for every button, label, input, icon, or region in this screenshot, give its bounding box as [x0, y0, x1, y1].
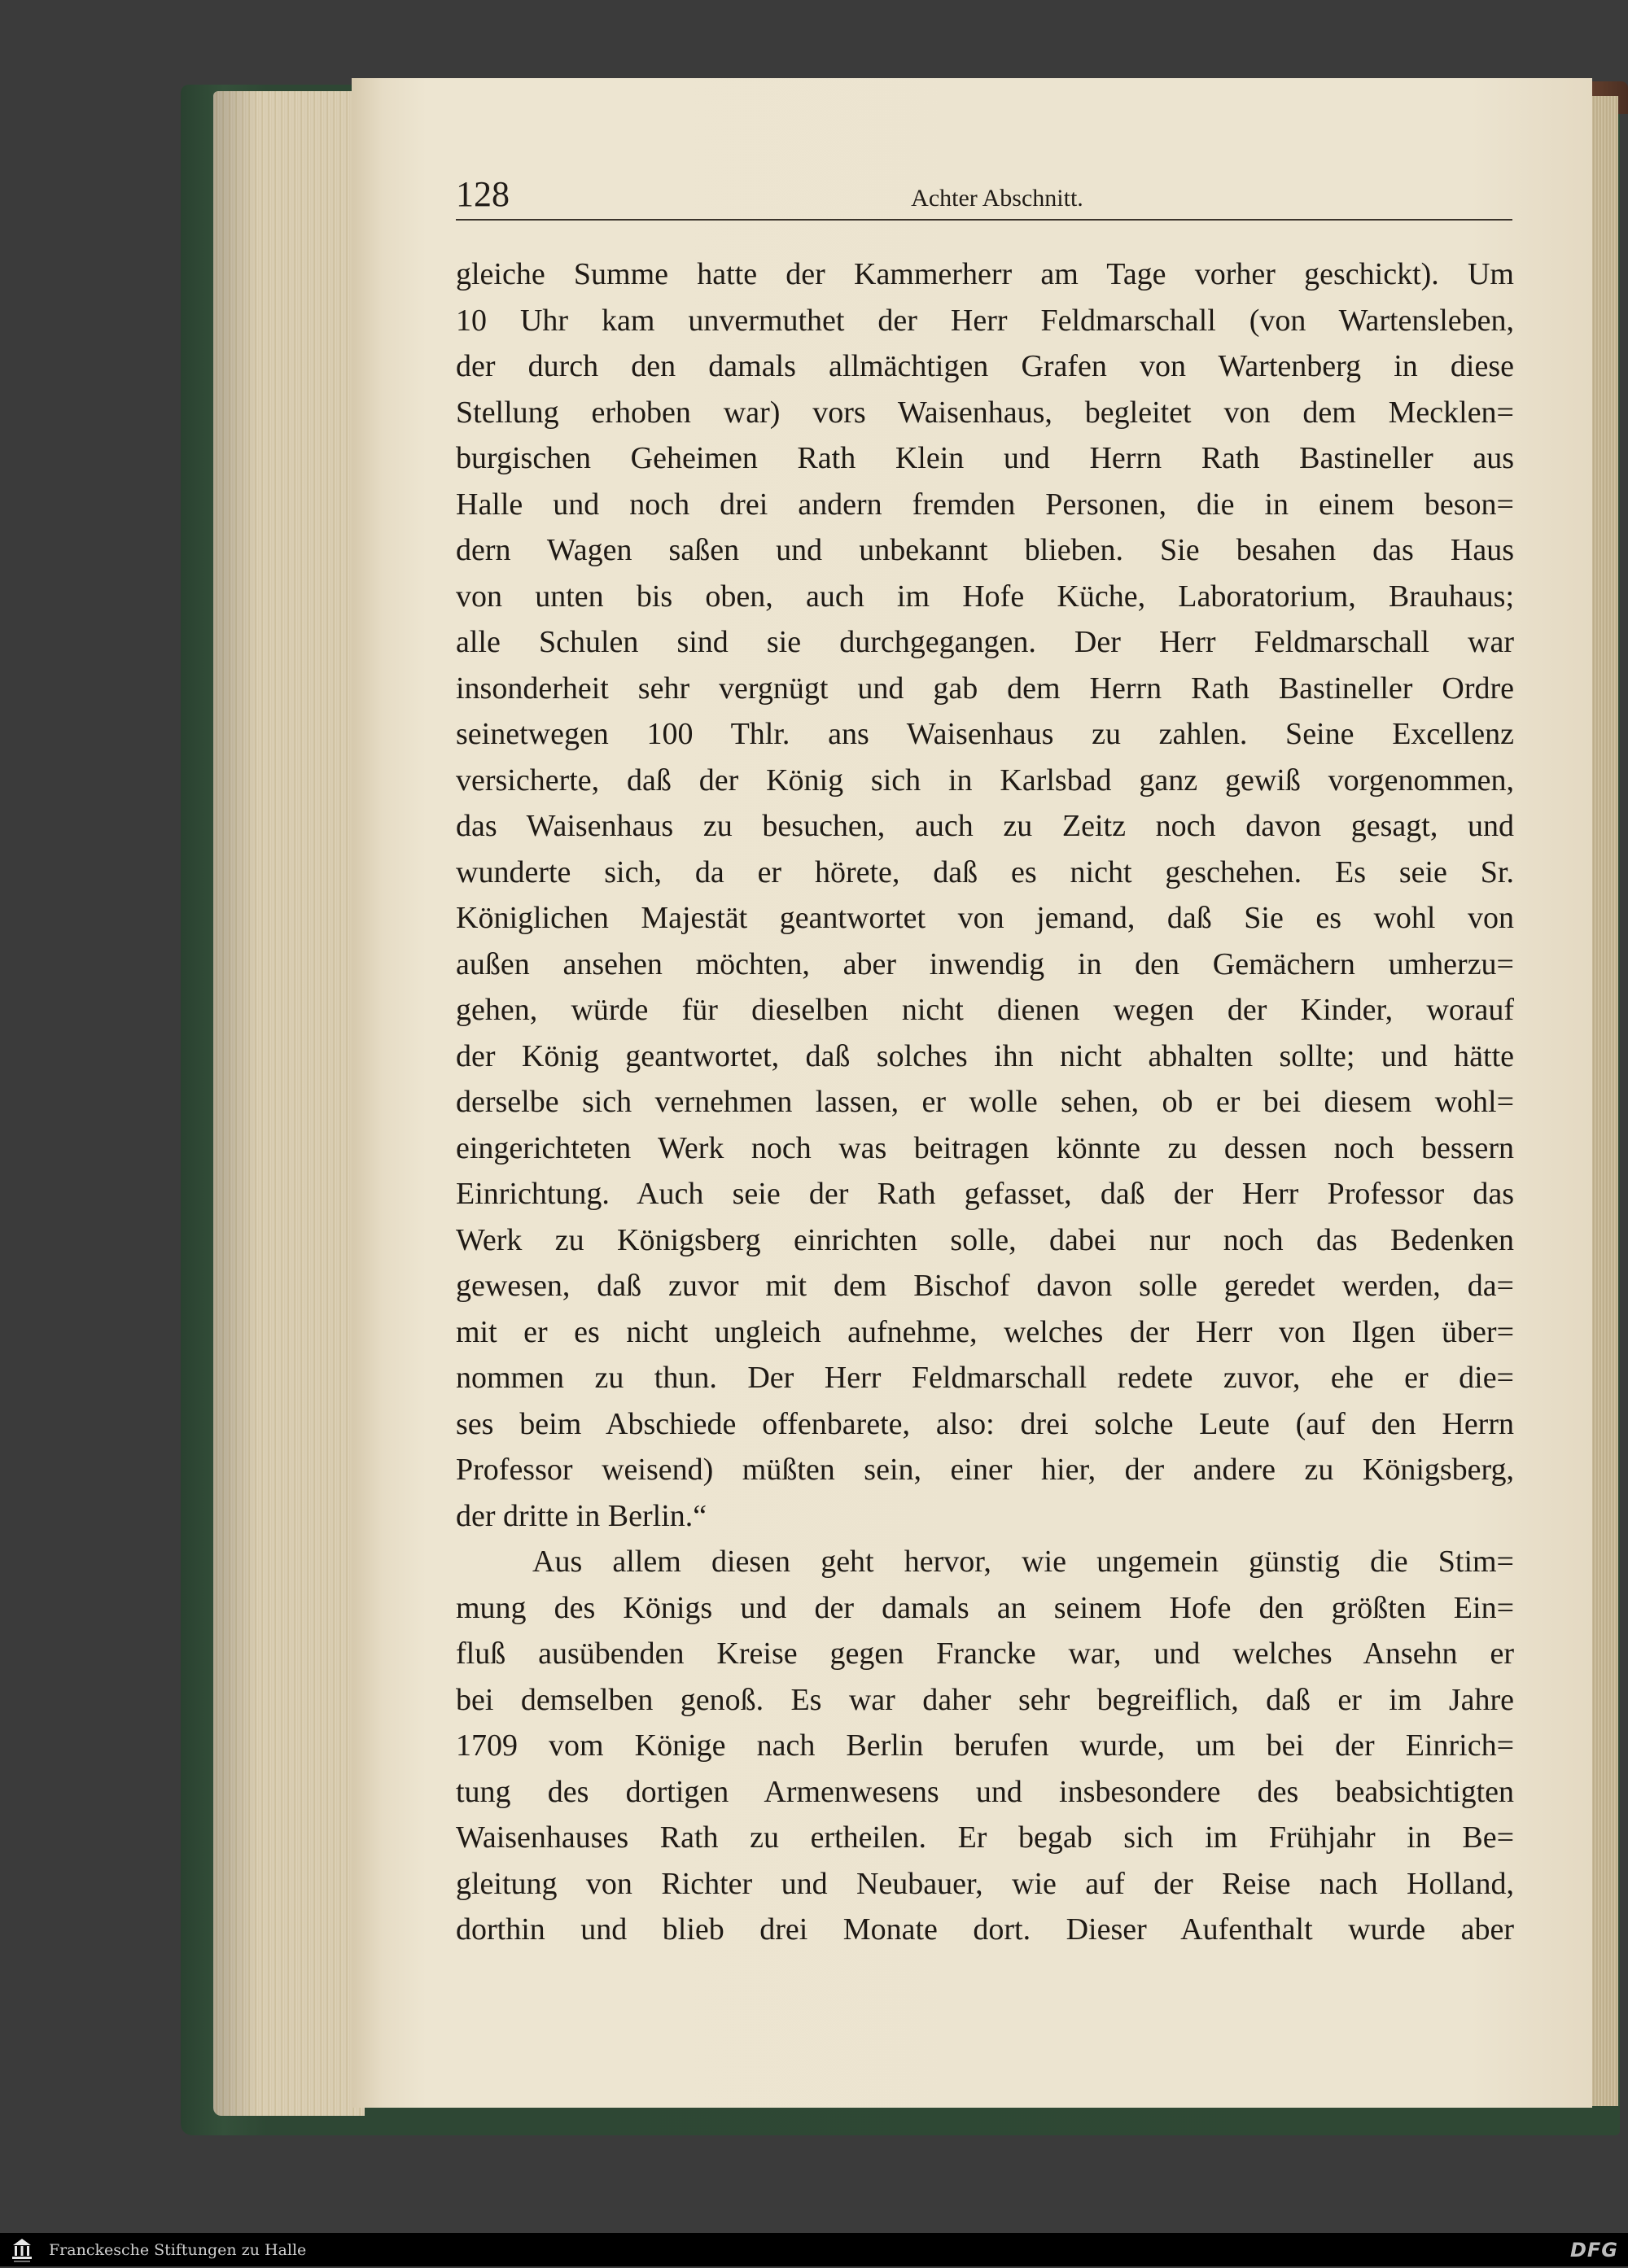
text-line: seinetwegen 100 Thlr. ans Waisenhaus zu zahlen. Seine Excellenz: [456, 717, 1514, 751]
body-text: [456, 251, 1514, 1953]
text-line: gleiche Summe hatte der Kammerherr am Tage vorher geschickt). Um: [456, 257, 1514, 291]
text-line: ses beim Abschiede offenbarete, also: drei solche Leute (auf den Herrn: [456, 1406, 1514, 1441]
page-edges-left: [213, 91, 365, 2116]
text-line: Königlichen Majestät geantwortet von jemand, daß Sie es wohl von: [456, 901, 1514, 935]
text-line: dorthin und blieb drei Monate dort. Dieser Aufenthalt wurde aber: [456, 1912, 1514, 1947]
text-line: eingerichteten Werk noch was beitragen könnte zu dessen noch bessern: [456, 1130, 1514, 1165]
footer-bar: [0, 2233, 1628, 2266]
text-line: außen ansehen möchten, aber inwendig in den Gemächern umherzu=: [456, 946, 1514, 981]
text-line: Halle und noch drei andern fremden Personen, die in einem beson=: [456, 487, 1514, 522]
text-line: fluß ausübenden Kreise gegen Francke war, und welches Ansehn er: [456, 1637, 1514, 1671]
text-line: Waisenhauses Rath zu ertheilen. Er begab sich im Frühjahr in Be=: [456, 1820, 1514, 1855]
text-line: Aus allem diesen geht hervor, wie ungemein günstig die Stim=: [532, 1545, 1514, 1579]
page-number: 128: [456, 174, 510, 214]
text-line: gehen, würde für dieselben nicht dienen wegen der Kinder, worauf: [456, 993, 1514, 1027]
text-line: Stellung erhoben war) vors Waisenhaus, begleitet von dem Mecklen=: [456, 395, 1514, 430]
text-line: versicherte, daß der König sich in Karlsbad ganz gewiß vorgenommen,: [456, 763, 1514, 798]
text-line: Einrichtung. Auch seie der Rath gefasset, daß der Herr Professor das: [456, 1177, 1514, 1211]
text-line: derselbe sich vernehmen lassen, er wolle sehen, ob er bei diesem wohl=: [456, 1085, 1514, 1119]
text-line: das Waisenhaus zu besuchen, auch zu Zeitz noch davon gesagt, und: [456, 809, 1514, 843]
funder-logo: DFG: [1569, 2239, 1618, 2261]
foundation-logo-icon: [8, 2236, 36, 2264]
text-line: alle Schulen sind sie durchgegangen. Der Herr Feldmarschall war: [456, 625, 1514, 659]
header-rule: [456, 219, 1512, 221]
text-line: Professor weisend) müßten sein, einer hier, der andere zu Königsberg,: [456, 1453, 1514, 1487]
institution-name: Franckesche Stiftungen zu Halle: [49, 2241, 307, 2259]
text-line: der dritte in Berlin.“: [456, 1498, 707, 1533]
text-line: gewesen, daß zuvor mit dem Bischof davon solle geredet werden, da=: [456, 1269, 1514, 1303]
text-line: der König geantwortet, daß solches ihn nicht abhalten sollte; und hätte: [456, 1038, 1514, 1073]
text-line: burgischen Geheimen Rath Klein und Herrn Rath Bastineller aus: [456, 441, 1514, 475]
text-line: tung des dortigen Armenwesens und insbesondere des beabsichtigten: [456, 1774, 1514, 1809]
text-line: der durch den damals allmächtigen Grafen von Wartenberg in diese: [456, 349, 1514, 383]
text-line: dern Wagen saßen und unbekannt blieben. Sie besahen das Haus: [456, 533, 1514, 567]
text-line: mit er es nicht ungleich aufnehme, welches der Herr von Ilgen über=: [456, 1314, 1514, 1349]
text-line: bei demselben genoß. Es war daher sehr begreiflich, daß er im Jahre: [456, 1682, 1514, 1717]
running-head: Achter Abschnitt.: [911, 185, 1083, 212]
text-line: 10 Uhr kam unvermuthet der Herr Feldmarschall (von Wartensleben,: [456, 303, 1514, 338]
text-line: nommen zu thun. Der Herr Feldmarschall redete zuvor, ehe er die=: [456, 1361, 1514, 1395]
text-line: mung des Königs und der damals an seinem Hofe den größten Ein=: [456, 1590, 1514, 1625]
page-edges-right: [1589, 96, 1618, 2106]
text-line: wunderte sich, da er hörete, daß es nicht geschehen. Es seie Sr.: [456, 854, 1514, 889]
text-line: von unten bis oben, auch im Hofe Küche, Laboratorium, Brauhaus;: [456, 579, 1514, 614]
text-line: insonderheit sehr vergnügt und gab dem Herrn Rath Bastineller Ordre: [456, 671, 1514, 706]
text-line: 1709 vom Könige nach Berlin berufen wurde, um bei der Einrich=: [456, 1728, 1514, 1763]
text-line: Werk zu Königsberg einrichten solle, dabei nur noch das Bedenken: [456, 1222, 1514, 1257]
text-line: gleitung von Richter und Neubauer, wie auf der Reise nach Holland,: [456, 1866, 1514, 1901]
paragraph: [456, 251, 1514, 1539]
paragraph: [456, 1539, 1514, 1953]
